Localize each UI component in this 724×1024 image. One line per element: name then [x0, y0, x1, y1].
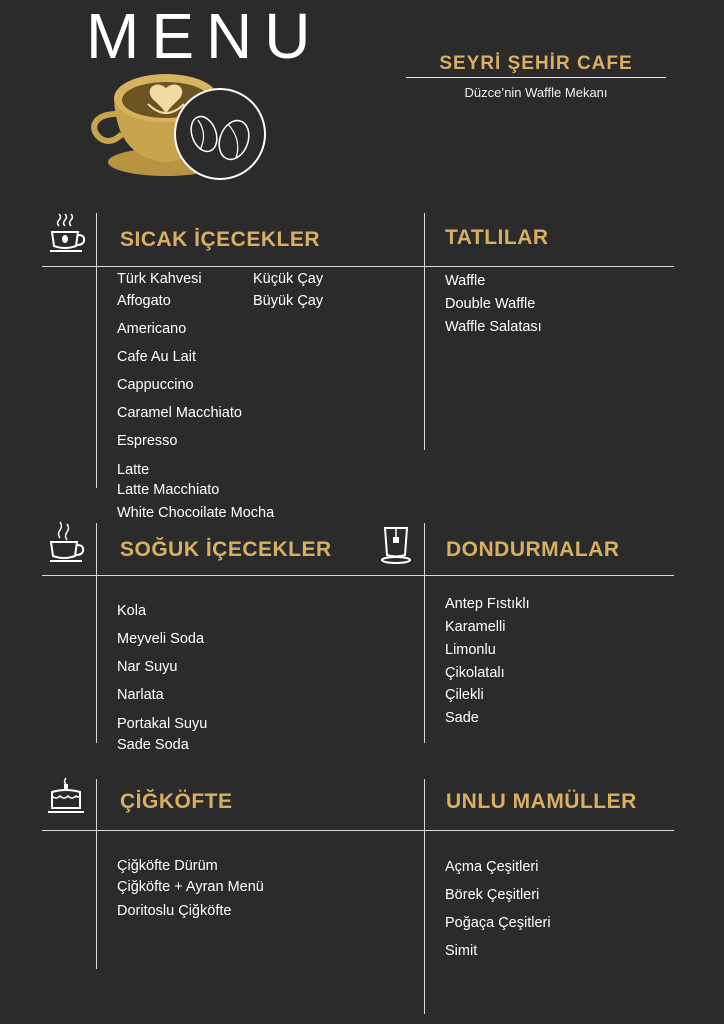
- cigkofte-heading: ÇİĞKÖFTE: [120, 790, 233, 813]
- cigkofte-item: Çiğköfte Dürüm: [117, 858, 218, 874]
- cake-icon: [46, 776, 86, 818]
- sicak-item: Büyük Çay: [253, 293, 324, 309]
- tatlilar-item: Double Waffle: [445, 296, 536, 312]
- soguk-heading: SOĞUK İÇECEKLER: [120, 538, 332, 561]
- sicak-item: Latte Macchiato: [117, 482, 220, 498]
- cafe-divider: [406, 77, 666, 78]
- cigkofte-item: Doritoslu Çiğköfte: [117, 903, 232, 919]
- row3-divider: [42, 830, 674, 831]
- menu-title: MENU: [86, 0, 323, 72]
- soguk-item: Nar Suyu: [117, 659, 178, 675]
- tea-glass-icon: [378, 525, 414, 565]
- dondurmalar-item: Çilekli: [445, 687, 484, 703]
- sicak-item: Cappuccino: [117, 377, 194, 393]
- sicak-item: Caramel Macchiato: [117, 405, 242, 421]
- row1-divider: [42, 266, 674, 267]
- sicak-item: Affogato: [117, 293, 171, 309]
- cafe-name: SEYRİ ŞEHİR CAFE: [439, 53, 633, 74]
- dondurmalar-item: Limonlu: [445, 642, 496, 658]
- hot-coffee-cup-icon: [48, 210, 88, 256]
- center-divider-row3: [424, 779, 425, 1014]
- sicak-item: Küçük Çay: [253, 271, 324, 287]
- soguk-item: Sade Soda: [117, 737, 189, 753]
- unlu-item: Poğaça Çeşitleri: [445, 915, 551, 931]
- dondurmalar-item: Çikolatalı: [445, 665, 505, 681]
- sicak-item: Cafe Au Lait: [117, 349, 196, 365]
- dondurmalar-item: Karamelli: [445, 619, 506, 635]
- sicak-item: Türk Kahvesi: [117, 271, 202, 287]
- dondurmalar-item: Sade: [445, 710, 479, 726]
- soguk-item: Kola: [117, 603, 147, 619]
- tatlilar-item: Waffle Salatası: [445, 319, 542, 335]
- dondurmalar-heading: DONDURMALAR: [446, 538, 620, 561]
- coffee-cup-illustration: [86, 62, 276, 187]
- unlu-heading: UNLU MAMÜLLER: [446, 790, 637, 813]
- dondurmalar-item: Antep Fıstıklı: [445, 596, 530, 612]
- soguk-item: Narlata: [117, 687, 164, 703]
- center-divider-row1: [424, 213, 425, 450]
- tatlilar-heading: TATLILAR: [445, 226, 549, 249]
- sicak-item: Espresso: [117, 433, 178, 449]
- unlu-item: Simit: [445, 943, 478, 959]
- center-divider-row2: [424, 523, 425, 743]
- cigkofte-divider-vertical: [96, 779, 97, 969]
- sicak-item: Latte: [117, 462, 150, 478]
- sicak-item: White Chocoilate Mocha: [117, 505, 275, 521]
- unlu-item: Açma Çeşitleri: [445, 859, 539, 875]
- tea-cup-icon: [48, 520, 88, 566]
- tatlilar-item: Waffle: [445, 273, 486, 289]
- soguk-divider-vertical: [96, 523, 97, 743]
- cigkofte-item: Çiğköfte + Ayran Menü: [117, 879, 264, 895]
- unlu-item: Börek Çeşitleri: [445, 887, 540, 903]
- soguk-item: Meyveli Soda: [117, 631, 205, 647]
- soguk-item: Portakal Suyu: [117, 716, 208, 732]
- sicak-item: Americano: [117, 321, 187, 337]
- sicak-divider-vertical: [96, 213, 97, 488]
- cafe-tagline: Düzce’nin Waffle Mekanı: [464, 85, 608, 100]
- sicak-heading: SICAK İÇECEKLER: [120, 228, 321, 251]
- row2-divider: [42, 575, 674, 576]
